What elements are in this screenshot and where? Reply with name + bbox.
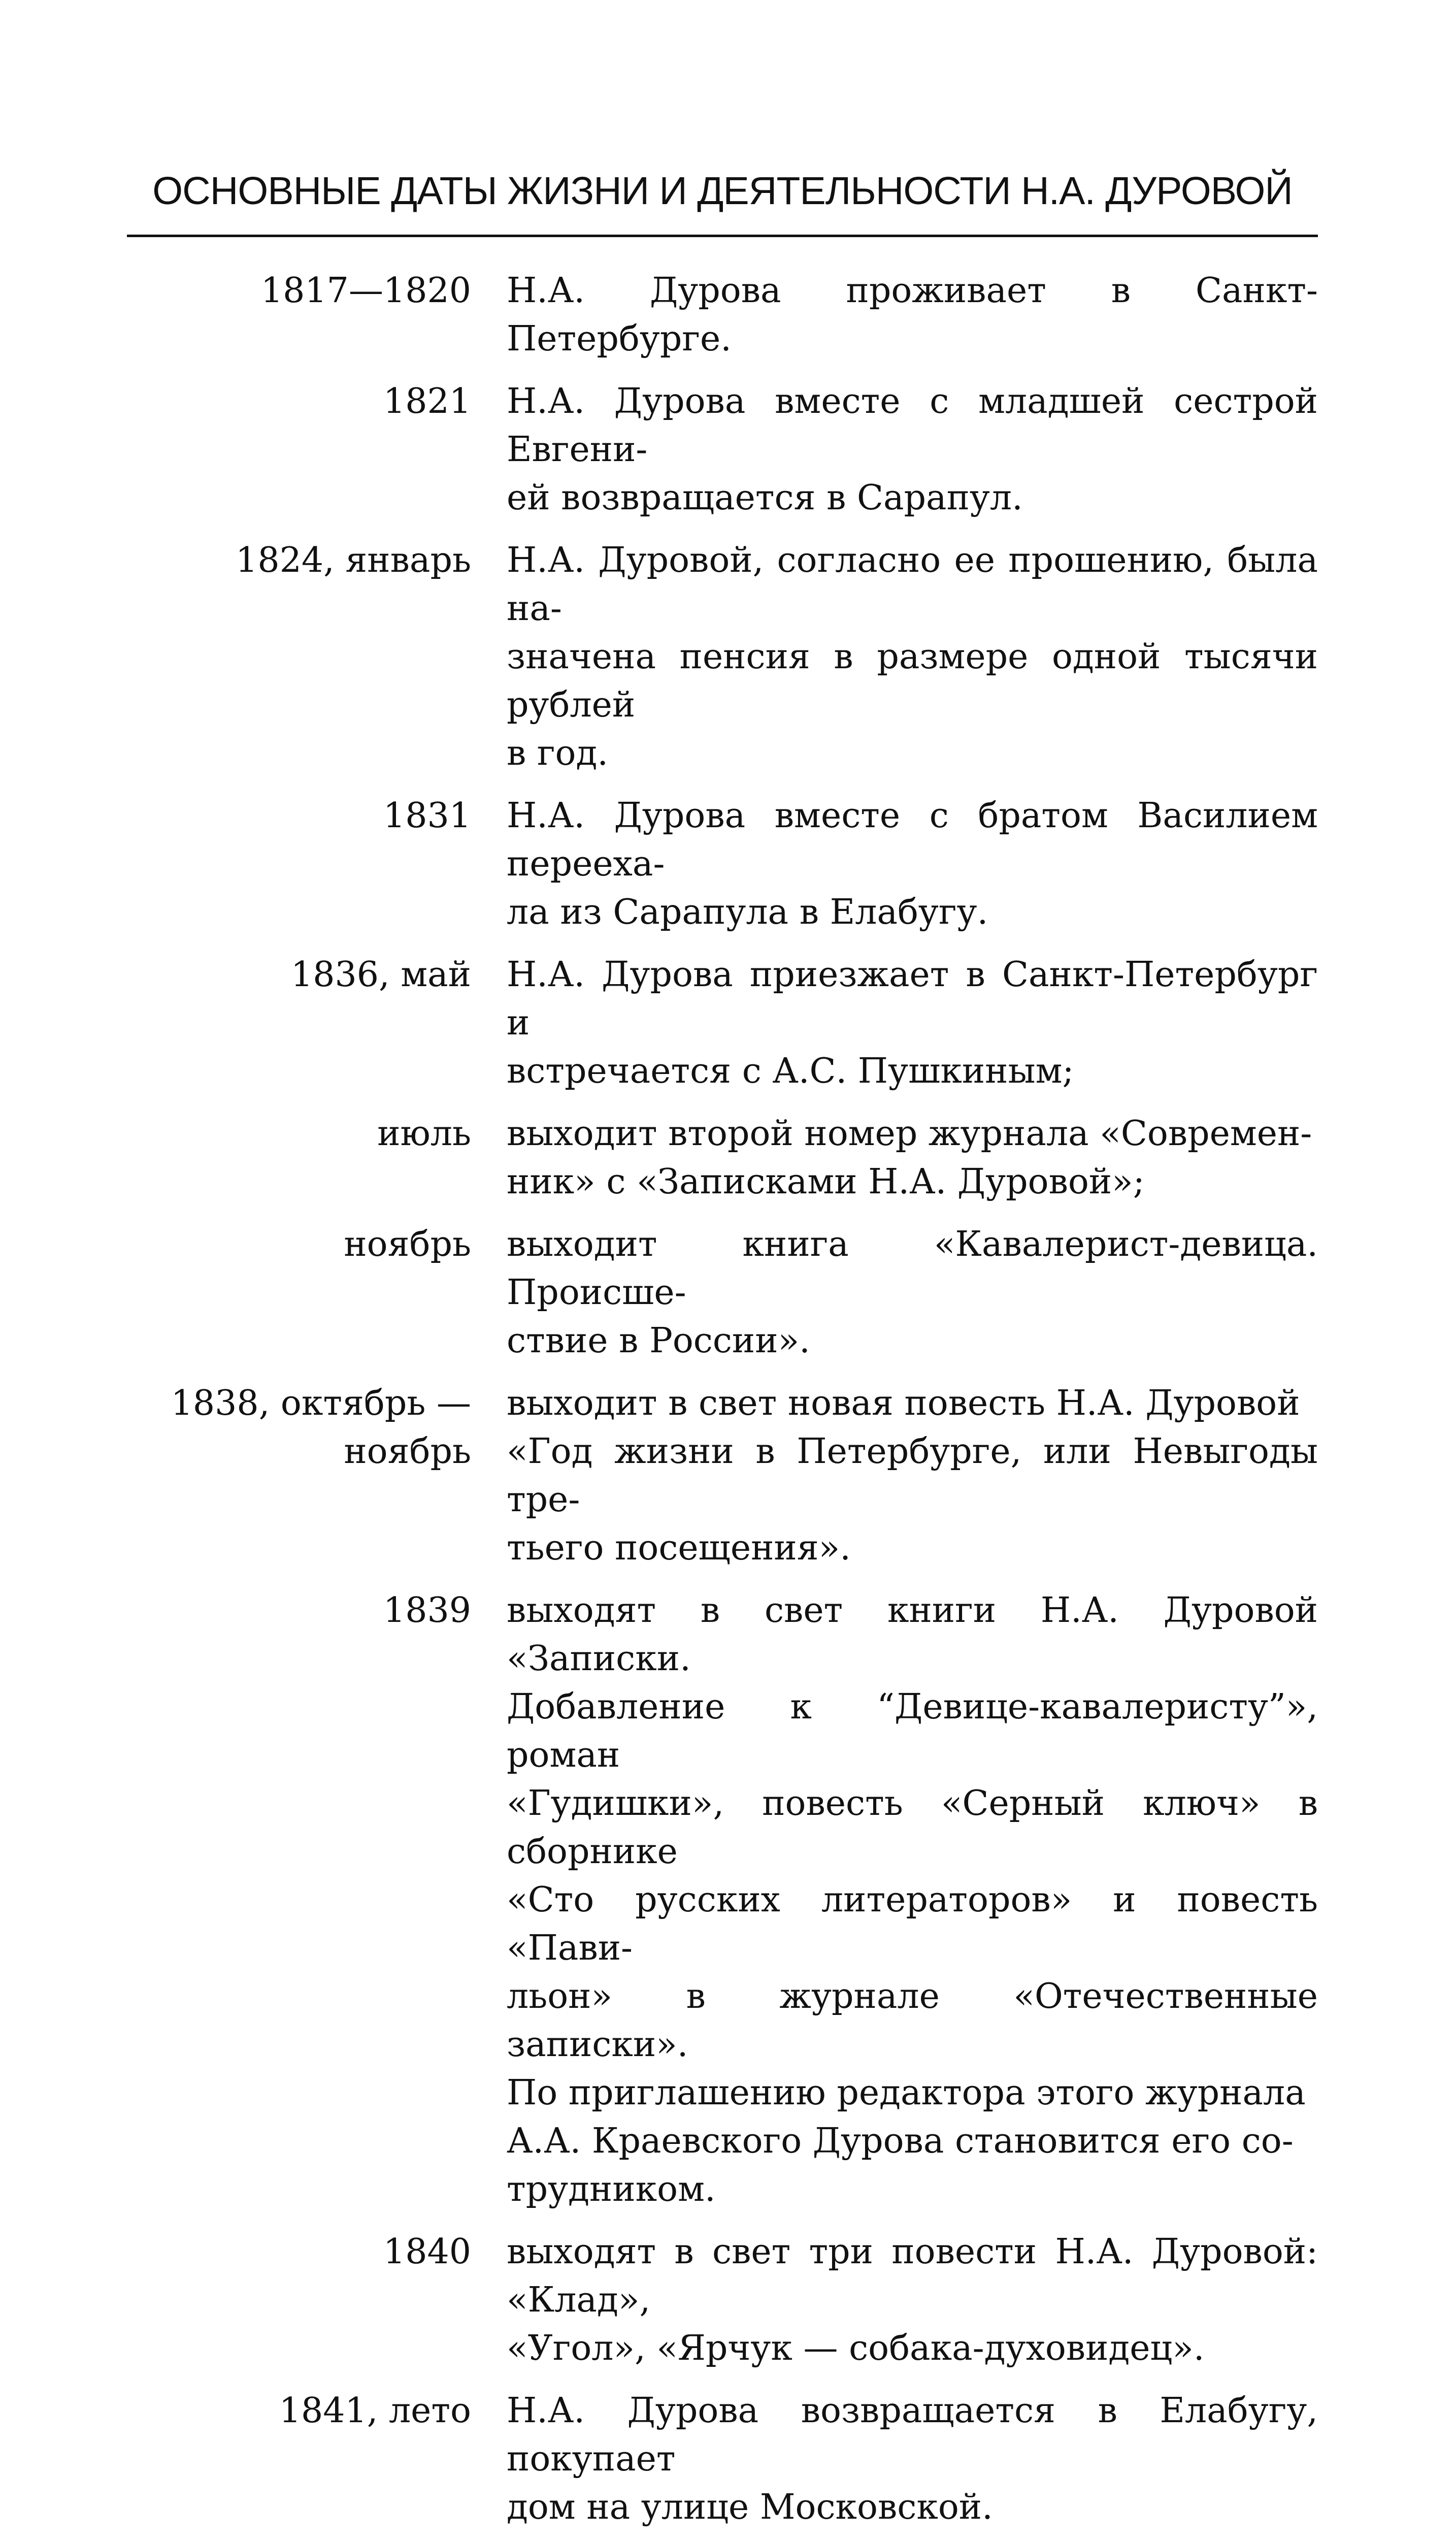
- running-head: ОСНОВНЫЕ ДАТЫ ЖИЗНИ И ДЕЯТЕЛЬНОСТИ Н.А. ДУРОВОЙ: [152, 169, 1293, 213]
- chronology-entry: [127, 1379, 1318, 1572]
- entry-text: Н.А. Дуровой, согласно ее прошению, была на- значена пенсия в размере одной тысячи рублей в год.: [507, 540, 1318, 773]
- entry-text: выходит в свет новая повесть Н.А. Дуровой «Год жизни в Петербурге, или Невыгоды тре- тьего посещения».: [507, 1383, 1318, 1568]
- chronology-entry: [127, 267, 1318, 363]
- chronology-entry: [127, 951, 1318, 1095]
- entry-date: июль: [377, 1114, 471, 1154]
- entry-date: 1821: [383, 381, 471, 421]
- entry-date: 1838, октябрь — ноябрь: [171, 1383, 471, 1472]
- entry-text: выходят в свет книги Н.А. Дуровой «Записки. Добавление к “Девице-кавалеристу”», роман «Гудишки», повесть «Серный ключ» в сборнике «Сто русских литераторов» и повесть «Пави- льон» в журнале «Отечественные записки». По приглашению редактора этого журнала А.А. Краевского Дурова становится его со- трудником.: [507, 1590, 1318, 2209]
- chronology-entry: [127, 792, 1318, 936]
- chronology-entry: [127, 1220, 1318, 1365]
- entry-text: Н.А. Дурова вместе с братом Василием перееха- ла из Сарапула в Елабугу.: [507, 796, 1318, 932]
- entry-text: Н.А. Дурова проживает в Санкт-Петербурге.: [507, 271, 1318, 359]
- entry-date: 1824, январь: [236, 540, 471, 580]
- entry-text: выходит книга «Кавалерист-девица. Происше- ствие в России».: [507, 1224, 1318, 1361]
- entry-date: 1836, май: [290, 955, 471, 995]
- entry-text: Н.А. Дурова приезжает в Санкт-Петербург и встречается с А.С. Пушкиным;: [507, 955, 1318, 1091]
- chronology-entry: [127, 1586, 1318, 2214]
- entry-date: ноябрь: [344, 1224, 471, 1264]
- entry-date: 1839: [383, 1590, 471, 1631]
- entry-text: Н.А. Дурова возвращается в Елабугу, покупает дом на улице Московской.: [507, 2391, 1318, 2527]
- entry-text: Н.А. Дурова вместе с младшей сестрой Евгени- ей возвращается в Сарапул.: [507, 381, 1318, 518]
- entry-date: 1831: [383, 796, 471, 836]
- chronology-entry: [127, 536, 1318, 777]
- chronology-entry: [127, 1110, 1318, 1206]
- entry-text: выходит второй номер журнала «Современ- ник» с «Записками Н.А. Дуровой»;: [507, 1114, 1312, 1202]
- entry-date: 1840: [383, 2232, 471, 2272]
- entry-date: 1817—1820: [260, 271, 471, 311]
- entry-date: 1841, лето: [279, 2391, 471, 2431]
- header-rule: [127, 235, 1318, 237]
- chronology-entry: [127, 2228, 1318, 2372]
- entry-text: выходят в свет три повести Н.А. Дуровой: «Клад», «Угол», «Ярчук — собака-духовидец».: [507, 2232, 1318, 2368]
- chronology-entry: [127, 2387, 1318, 2531]
- chronology-list: [127, 267, 1318, 2539]
- chronology-entry: [127, 377, 1318, 522]
